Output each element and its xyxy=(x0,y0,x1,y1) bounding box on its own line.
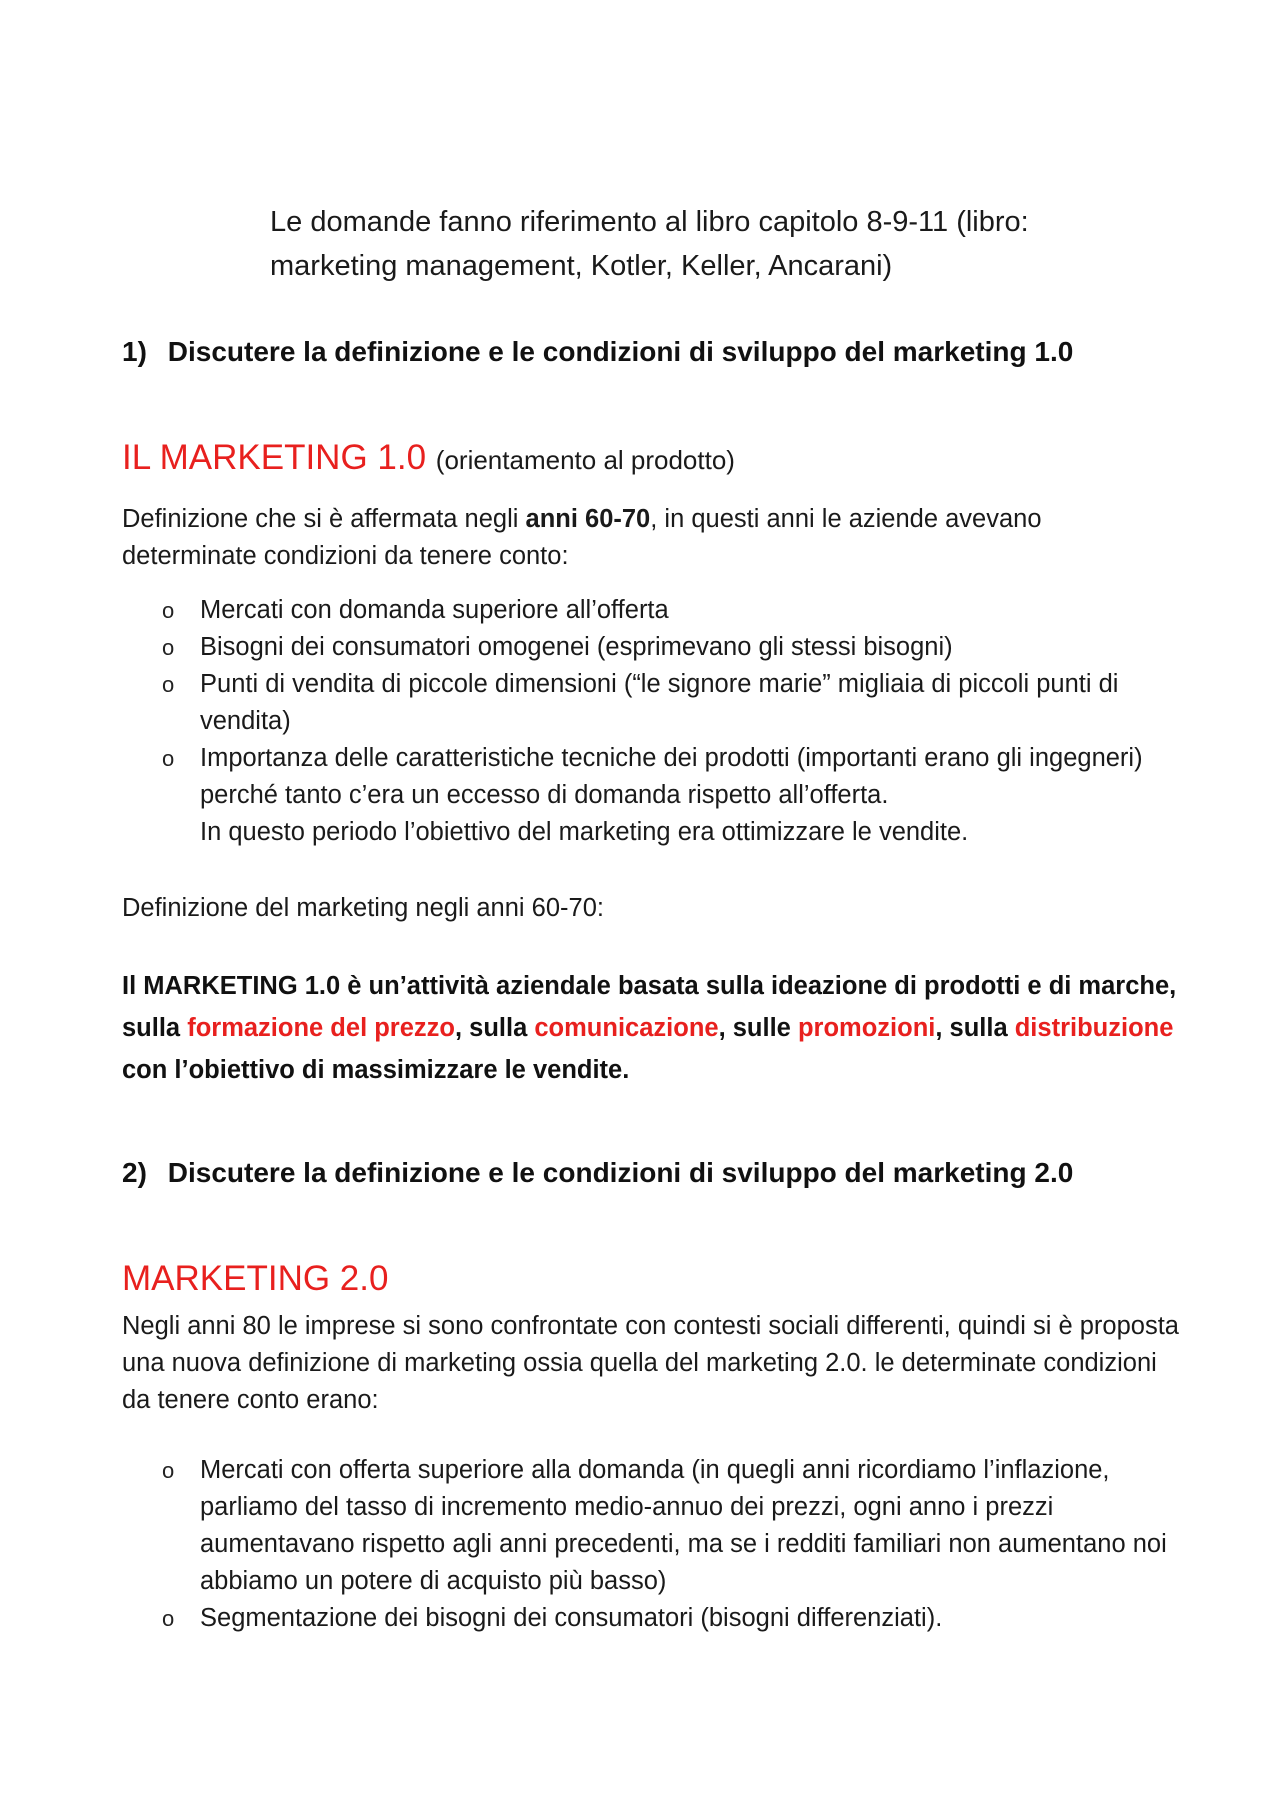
question-2-text: Discutere la definizione e le condizioni di sviluppo del marketing 2.0 xyxy=(167,1157,1074,1188)
intro-note xyxy=(270,200,1170,288)
definition-highlight-price: formazione del prezzo xyxy=(187,1014,455,1042)
question-1-number: 1) xyxy=(122,336,147,367)
definition-text: con l’obiettivo di massimizzare le vendite. xyxy=(122,1056,630,1084)
list-item xyxy=(122,1452,1192,1600)
intro-line-1: Le domande fanno riferimento al libro capitolo 8-9-11 (libro: xyxy=(270,206,1029,238)
section-1-title xyxy=(122,436,735,482)
intro-line-2: marketing management, Kotler, Keller, Ancarani) xyxy=(270,250,893,282)
list-item-continuation: In questo periodo l’obiettivo del marketing era ottimizzare le vendite. xyxy=(200,818,969,846)
list-item xyxy=(122,629,1192,666)
bullet-marker: o xyxy=(162,1606,175,1631)
list-item xyxy=(122,592,1192,629)
section-2-conditions-list xyxy=(122,1452,1192,1637)
section-1-subtitle: (orientamento al prodotto) xyxy=(435,445,735,475)
section-2-intro: Negli anni 80 le imprese si sono confrontate con contesti sociali differenti, quindi si è proposta una nuova definizione di marketing ossia quella del marketing 2.0. le determinate condizioni da tenere conto erano: xyxy=(122,1312,1179,1414)
list-item xyxy=(122,666,1192,740)
question-2-number: 2) xyxy=(122,1157,147,1188)
list-item xyxy=(122,740,1192,851)
section-1-intro-a: Definizione che si è affermata negli xyxy=(122,505,526,533)
definition-text: , sulla xyxy=(455,1014,535,1042)
list-item-text: Punti di vendita di piccole dimensioni (“le signore marie” migliaia di piccoli punti di vendita) xyxy=(200,670,1119,735)
definition-text: , sulla xyxy=(935,1014,1015,1042)
question-1-text: Discutere la definizione e le condizioni di sviluppo del marketing 1.0 xyxy=(167,336,1074,367)
bullet-marker: o xyxy=(162,672,175,697)
definition-highlight-promotions: promozioni xyxy=(797,1014,936,1042)
section-1-definition xyxy=(122,965,1202,1091)
section-1-intro xyxy=(122,501,1182,575)
section-1-conditions-list xyxy=(122,592,1192,851)
bullet-marker: o xyxy=(162,1458,175,1483)
bullet-marker: o xyxy=(162,598,175,623)
list-item-text: Bisogni dei consumatori omogenei (esprimevano gli stessi bisogni) xyxy=(200,633,953,661)
definition-highlight-communication: comunicazione xyxy=(534,1014,719,1042)
list-item-text: Segmentazione dei bisogni dei consumatori (bisogni differenziati). xyxy=(200,1604,943,1632)
definition-text: Il MARKETING 1.0 è un’attività aziendale basata sulla ideazione di prodotti e di marche, sulla xyxy=(122,972,1177,1042)
section-1-intro-c: , in questi anni le aziende avevano determinate condizioni da tenere conto: xyxy=(122,505,1042,570)
list-item-text: Mercati con offerta superiore alla domanda (in quegli anni ricordiamo l’inflazione, parliamo del tasso di incremento medio-annuo dei prezzi, ogni anno i prezzi aumentavano rispetto agli anni precedenti, ma se i redditi familiari non aumentano noi abbiamo un potere di acquisto più basso) xyxy=(200,1456,1167,1595)
section-1-title-text: IL MARKETING 1.0 xyxy=(122,438,427,477)
bullet-marker: o xyxy=(162,746,175,771)
definition-text: , sulle xyxy=(718,1014,798,1042)
section-1-intro-years: anni 60-70 xyxy=(525,505,651,533)
list-item-text: Mercati con domanda superiore all’offerta xyxy=(200,596,669,624)
section-2-title: MARKETING 2.0 xyxy=(122,1259,389,1298)
definition-highlight-distribution: distribuzione xyxy=(1014,1014,1174,1042)
bullet-marker: o xyxy=(162,635,175,660)
list-item-text: Importanza delle caratteristiche tecniche dei prodotti (importanti erano gli ingegneri) perché tanto c’era un eccesso di domanda rispetto all’offerta. xyxy=(200,744,1143,809)
section-1-definition-label: Definizione del marketing negli anni 60-70: xyxy=(122,894,604,922)
question-1-heading xyxy=(122,334,1202,370)
list-item xyxy=(122,1600,1192,1637)
question-2-heading xyxy=(122,1155,1202,1191)
